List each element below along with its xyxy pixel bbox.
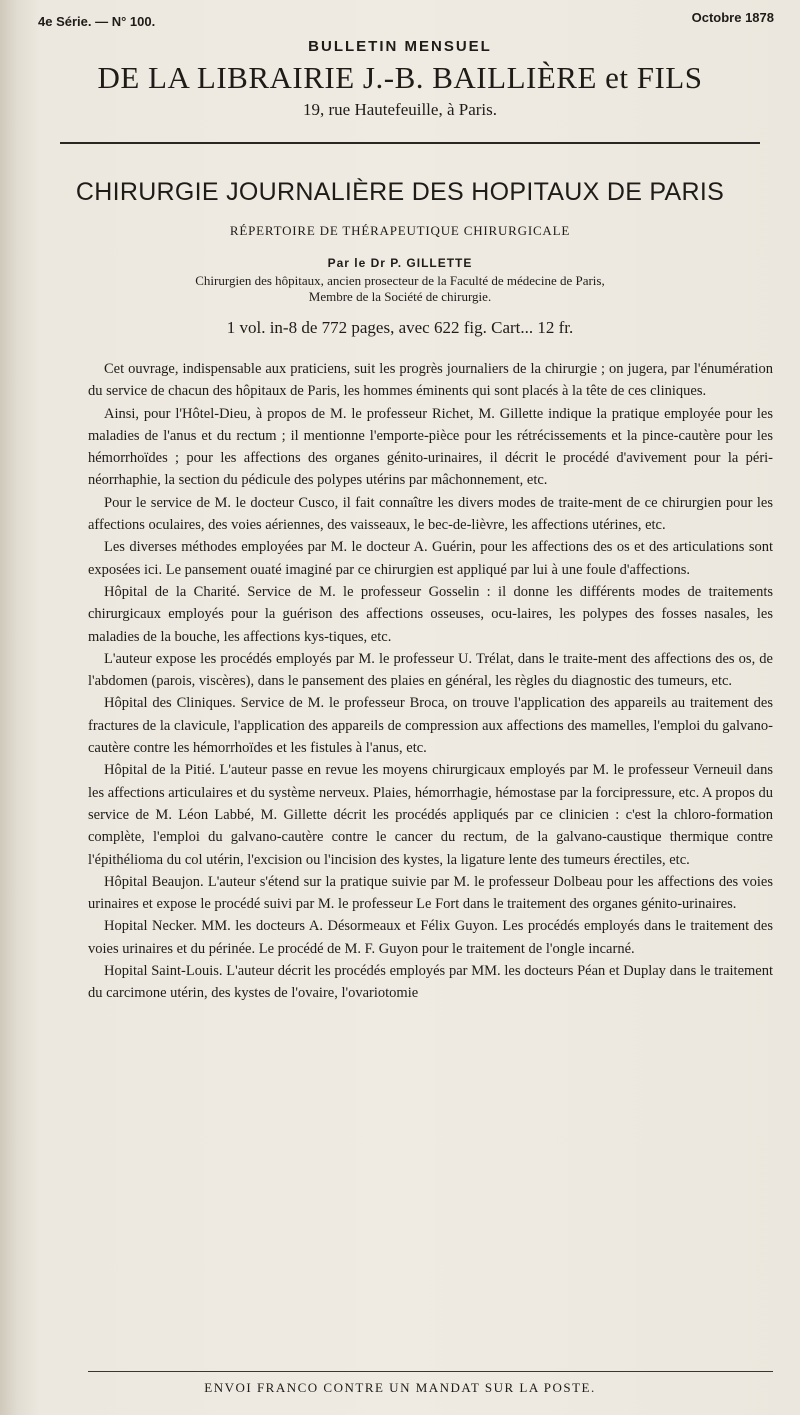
credentials-line-2: Membre de la Société de chirurgie. [308,289,492,304]
header-divider [60,142,760,144]
credentials-line-1: Chirurgien des hôpitaux, ancien prosecteur de la Faculté de médecine de Paris, [195,273,605,288]
paragraph: Ainsi, pour l'Hôtel-Dieu, à propos de M. le professeur Richet, M. Gillette indique la pratique employée pour les maladies de l'anus et du rectum ; il mentionne l'emporte-pièce pour les rétrécissements et la pince-cautère pour les hémorrhoïdes ; pour les affections des organes génito-urinaires, il décrit le procédé d'avivement pour la péri-néorrhaphie, la section du pédicule des polypes utérins par mâchonnement, etc. [88,405,773,489]
paragraph: Hôpital des Cliniques. Service de M. le professeur Broca, on trouve l'application des appareils au traitement des fractures de la clavicule, l'application des appareils de compression aux affections des mamelles, l'emploi du galvano-cautère contre les hémorrhoïdes et les fistules à l'anus, etc. [88,695,773,757]
author-credentials [0,273,800,305]
publisher-address: 19, rue Hautefeuille, à Paris. [302,100,497,119]
paragraph: L'auteur expose les procédés employés par M. le professeur U. Trélat, dans le traite-ment des affections des os, de l'abdomen (parois, viscères), dans le pansement des plaies en général, les règles du diagnostic des tumeurs, etc. [88,650,773,690]
paragraph: Les diverses méthodes employées par M. le docteur A. Guérin, pour les affections des os et des articulations sont exposées ici. Le pansement ouaté imaginé par ce chirurgien est appliqué par lui à une foule d'affections. [88,539,773,578]
issue-date: Octobre 1878 [691,10,774,25]
book-author: Par le Dr P. GILLETTE [327,256,473,270]
series-number: 4e Série. — N° 100. [38,14,156,29]
book-subtitle: RÉPERTOIRE DE THÉRAPEUTIQUE CHIRURGICALE [229,223,571,238]
paragraph: Pour le service de M. le docteur Cusco, il fait connaître les divers modes de traite-ment de ce chirurgien pour les affections oculaires, des voies aériennes, des vaisseaux, le bec-de-lièvre, les affections utérines, etc. [88,494,773,534]
book-title: CHIRURGIE JOURNALIÈRE DES HOPITAUX DE PARIS [75,178,725,206]
book-description [88,358,773,1005]
paragraph: Hôpital de la Charité. Service de M. le professeur Gosselin : il donne les différents modes de traitements chirurgicaux employés pour la guérison des affections osseuses, ocu-laires, les polypes des fosses nasales, les maladies de la bouche, les affections kys-tiques, etc. [88,583,773,645]
footer-notice: ENVOI FRANCO CONTRE UN MANDAT SUR LA POSTE. [204,1380,596,1395]
footer-divider [88,1371,773,1372]
header-line [38,10,774,34]
publisher-name: DE LA LIBRAIRIE J.-B. BAILLIÈRE et FILS [97,60,703,95]
paragraph: Hôpital Beaujon. L'auteur s'étend sur la pratique suivie par M. le professeur Dolbeau pour les affections des voies urinaires et expose le procédé suivi par M. le professeur Le Fort dans le traitement des organes génito-urinaires. [88,873,773,913]
bulletin-title: BULLETIN MENSUEL [308,38,492,55]
edition-info: 1 vol. in-8 de 772 pages, avec 622 fig. Cart... 12 fr. [226,318,574,337]
paragraph: Hopital Saint-Louis. L'auteur décrit les procédés employés par MM. les docteurs Péan et Duplay dans le traitement du carcimone utérin, des kystes de l'ovaire, l'ovariotomie [88,963,773,1002]
paragraph: Hopital Necker. MM. les docteurs A. Désormeaux et Félix Guyon. Les procédés employés dans le traitement des voies urinaires et du périnée. Le procédé de M. F. Guyon pour le traitement de l'ongle incarné. [88,918,773,957]
paragraph: Cet ouvrage, indispensable aux praticiens, suit les progrès journaliers de la chirurgie ; on jugera, par l'énumération du service de chacun des hôpitaux de Paris, les hommes éminents qui sont placés à la tête de ces cliniques. [88,361,773,400]
paragraph: Hôpital de la Pitié. L'auteur passe en revue les moyens chirurgicaux employés par M. le professeur Verneuil dans les affections articulaires et du système nerveux. Plaies, hémorrhagie, hémostase par la forcipressure, etc. A propos du service de M. Léon Labbé, M. Gillette décrit les procédés appliqués par ce clinicien : c'est la chloro-formation complète, l'emploi du galvano-cautère contre le cancer du rectum, de la galvano-caustique thermique contre l'épithélioma du col utérin, l'excision ou l'incision des kystes, la ligature lente des tumeurs érectiles, etc. [88,762,773,868]
